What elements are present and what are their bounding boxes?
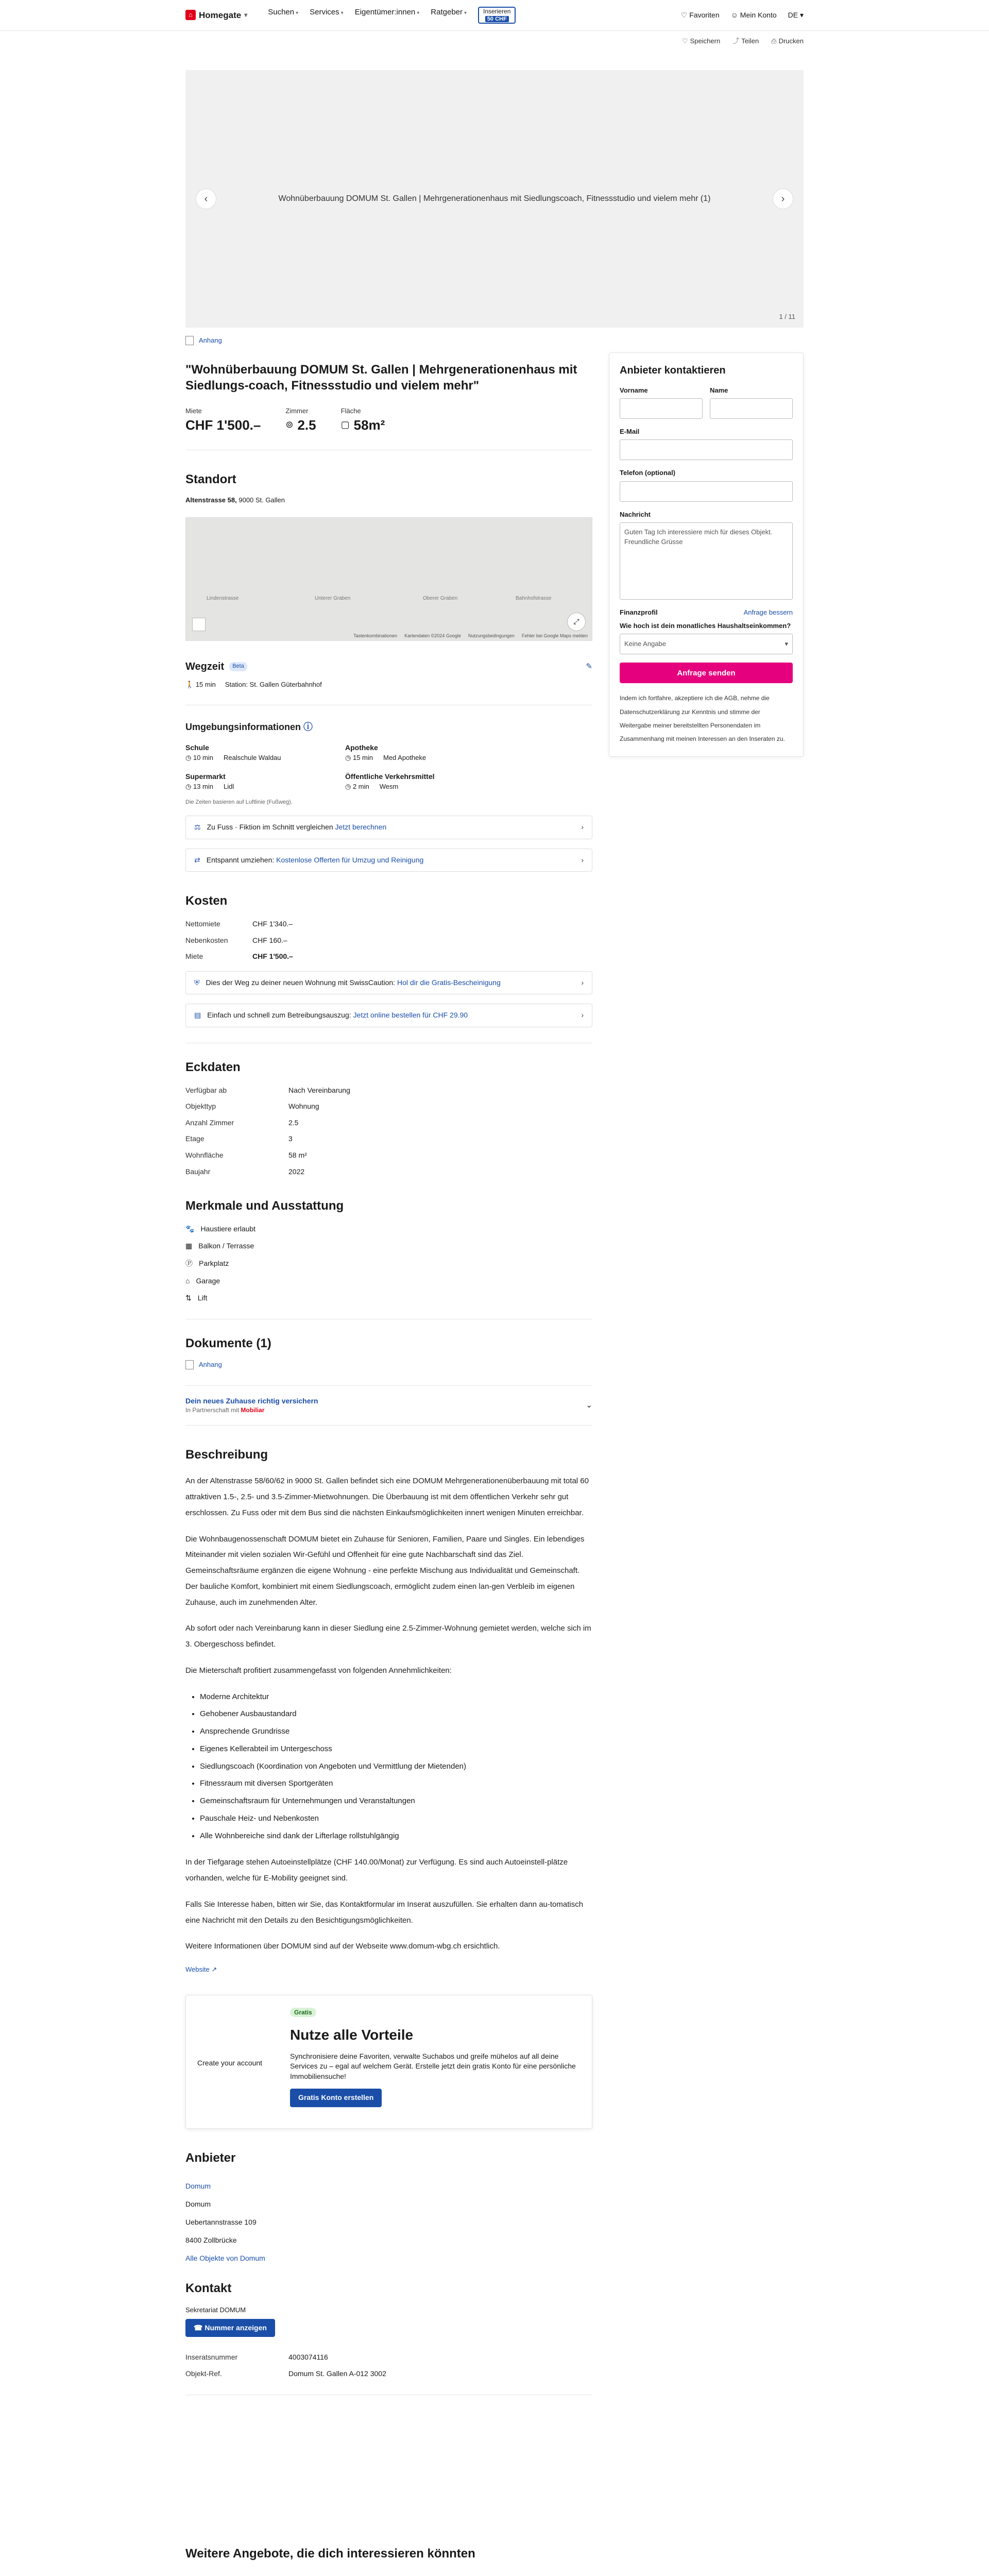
- external-link-icon: ↗: [211, 1965, 217, 1974]
- garage-icon: ⌂: [185, 1276, 190, 1285]
- betreibung-box[interactable]: ▤ Einfach und schnell zum Betreibungsauszug: Jetzt online bestellen für CHF 29.90 ›: [185, 1004, 592, 1027]
- wegzeit-header: Wegzeit Beta ✎: [185, 660, 592, 672]
- nav-suchen[interactable]: Suchen ▾: [268, 7, 299, 16]
- contact-form: Anbieter kontaktieren Vorname Name E-Mail Telefon (optional) Nachricht Guten Tag Ich interessiere mich für dieses Objekt. Freundliche Grüsse Finanzprofil Anfrage bessern Wie hoch ist dein monatliches Haushaltseinkommen? Keine Angabe ▾ Anfrage senden Indem ich fortfahre, akzeptiere ich die AGB, nehme die Datenschutzerklärung zur Kenntnis und stimme der Weitergabe meiner bereitstellten Personendaten im Zusammenhang mit meinen Interessen an den Inseraten zu.: [609, 352, 804, 757]
- feature-item: 🐾 Haustiere erlaubt: [185, 1224, 592, 1234]
- features-list: [185, 1224, 592, 1303]
- chevron-right-icon: ›: [581, 978, 584, 987]
- logo-icon: ⌂: [185, 10, 196, 20]
- phone-icon: ☎: [194, 2323, 203, 2332]
- env-item: Apotheke ◷ 15 min Med Apotheke: [345, 743, 427, 761]
- env-item: Schule ◷ 10 min Realschule Waldau: [185, 743, 281, 761]
- fact-rooms: Zimmer ⊚ 2.5: [285, 406, 316, 433]
- chevron-right-icon: ›: [581, 823, 584, 832]
- rooms-icon: ⊚: [285, 419, 294, 430]
- favorites-link[interactable]: ♡ Favoriten: [680, 10, 720, 19]
- lift-icon: ⇅: [185, 1294, 192, 1302]
- map-footer: Tastenkombinationen Kartendaten ©2024 Google Nutzungsbedingungen Fehler bei Google Maps melden: [353, 633, 588, 639]
- chevron-right-icon: ›: [581, 855, 584, 864]
- chevron-down-icon: ▾: [785, 640, 788, 648]
- key-facts: [185, 406, 592, 435]
- fact-rent: Miete CHF 1'500.–: [185, 406, 261, 433]
- env-heading: Umgebungsinformationen ⓘ: [185, 722, 313, 733]
- document-icon: [185, 336, 194, 345]
- provider-heading: Anbieter: [185, 2151, 236, 2165]
- logo[interactable]: ⌂ Homegate ▾: [185, 9, 247, 22]
- chevron-right-icon: ›: [581, 1011, 584, 1020]
- promo-text: Synchronisiere deine Favoriten, verwalte Suchabos und greife mühelos auf all deine Services zu – egal auf welchem Gerät. Erstelle jetzt dein gratis Konto für eine persönliche Immobiliensuche!: [290, 2052, 576, 2080]
- costs-heading: Kosten: [185, 894, 228, 908]
- promo-title: Nutze alle Vorteile: [290, 2027, 414, 2043]
- feature-item: ⇅ Lift: [185, 1293, 592, 1303]
- lastname-input[interactable]: [710, 398, 793, 419]
- features-heading: Merkmale und Ausstattung: [185, 1199, 344, 1213]
- costs-table: Nettomiete CHF 1'340.– Nebenkosten CHF 160.– Miete CHF 1'500.–: [185, 920, 293, 961]
- inserieren-button[interactable]: Inserieren 50 CHF: [478, 7, 516, 24]
- feature-item: ▦ Balkon / Terrasse: [185, 1241, 592, 1251]
- document-icon: [185, 1360, 194, 1369]
- create-account-button[interactable]: Gratis Konto erstellen: [290, 2089, 382, 2107]
- moving-icon: ⇄: [194, 855, 200, 864]
- promo-left: Create your account: [197, 2059, 263, 2067]
- swisscaution-box[interactable]: ⛨ Dies der Weg zu deiner neuen Wohnung mit SwissCaution: Hol dir die Gratis-Bescheinigung ›: [185, 971, 592, 995]
- map[interactable]: Lindenstrasse Unterer Graben Oberer Graben Bahnhofstrasse ⤢ Tastenkombinationen Kartendaten ©2024 Google Nutzungsbedingungen Fehler bei Google Maps melden: [185, 517, 592, 641]
- site-header: [0, 0, 989, 31]
- contact-heading: Kontakt: [185, 2281, 232, 2296]
- description: An der Altenstrasse 58/60/62 in 9000 St. Gallen befindet sich eine DOMUM Mehrgenerationenüberbauung mit total 60 attraktiven 1.5-, 2.5- und 3.5-Zimmer-Mietwohnungen. Die Überbauung ist mit dem öffentlichen Verkehr sehr gut erschlossen. Zu Fuss oder mit dem Bus sind die nächsten Einkaufsmöglichkeiten innert wenigen Minuten erreichbar. Die Wohnbaugenossenschaft DOMUM bietet ein Zuhause für Senioren, Familien, Paare und Singles. Ein lebendiges Miteinander mit vielen sozialen Wir-Gefühl und Offenheit für eine gute Nachbarschaft sind das Ziel. Gemeinschaftsräume ergänzen die eigene Wohnung - eine perfekte Mischung aus Individualität und Gemeinschaft. Der bauliche Komfort, kombiniert mit einem Siedlungscoach, ermöglicht zudem einen lan-gen Verbleib im eigenen Zuhause, auch im zunehmenden Alter. Ab sofort oder nach Vereinbarung kann in dieser Siedlung eine 2.5-Zimmer-Wohnung gemietet werden, welche sich im 3. Obergeschoss befindet. Die Mieterschaft profitiert zusammengefasst von folgenden Annehmlichkeiten: • Moderne Architektur • Gehobener Ausbaustandard • Ansprechende Grundrisse • Eigenes Kellerabteil im Untergeschoss • Siedlungscoach (Koordination von Angeboten und Vermittlung der Mietenden) • Fitnessraum mit diversen Sportgeräten • Gemeinschaftsraum für Unternehmungen und Veranstaltungen • Pauschale Heiz- und Nebenkosten • Alle Wohnbereiche sind dank der Lifterlage rollstuhlgängig In der Tiefgarage stehen Autoeinstellplätze (CHF 140.00/Monat) zur Verfügung. Es sind auch Autoeinstell-plätze vorhanden, welche für E-Mobility geeignet sind. Falls Sie Interesse haben, bitten wir Sie, das Kontaktformular im Inserat auszufüllen. Sie erhalten dann au-tomatisch eine Nachricht mit den Details zu den Besichtigungsmöglichkeiten. Weitere Informationen über DOMUM sind auf der Webseite www.domum-wbg.ch ersichtlich.: [185, 1473, 592, 1955]
- show-number-button[interactable]: ☎ Nummer anzeigen: [185, 2319, 275, 2337]
- price-badge: 50 CHF: [485, 16, 509, 22]
- shield-icon: ⛨: [194, 978, 200, 987]
- heart-icon: ♡: [681, 37, 688, 45]
- gratis-badge: Gratis: [290, 2008, 316, 2017]
- pet-icon: 🐾: [185, 1224, 195, 1233]
- details-heading: Eckdaten: [185, 1060, 241, 1074]
- fact-area: Fläche ▢ 58m²: [340, 406, 385, 433]
- phone-input[interactable]: [620, 481, 793, 502]
- listing-title: "Wohnüberbauung DOMUM St. Gallen | Mehrgenerationenhaus mit Siedlungs-coach, Fitnessstudio und vielem mehr": [185, 363, 577, 393]
- info-icon: ⓘ: [303, 722, 313, 733]
- compare-icon: ⚖: [194, 823, 201, 832]
- save-button[interactable]: ♡ Speichern: [681, 37, 721, 45]
- gallery-next-button[interactable]: ›: [773, 189, 793, 209]
- offers-section: [185, 2545, 804, 2576]
- walk-icon: 🚶: [185, 680, 194, 688]
- feature-item: Ⓟ Parkplatz: [185, 1259, 592, 1269]
- main-column: Anhang "Wohnüberbauung DOMUM St. Gallen | Mehrgenerationenhaus mit Siedlungs-coach, Fitnessstudio und vielem mehr" Miete CHF 1'500.– Zimmer ⊚ 2.5 Fläche ▢ 58m² Standort Altenstrasse 58, 9000 St. Gallen Lindenstrasse Unterer Graben Oberer Graben Bahnhofstrasse ⤢ Tastenkombinationen Kartendaten ©2024 Google Nutzungsbedingungen Fehler bei Google Maps melden Wegzeit Beta ✎ 🚶 15 min Station: St. Gallen Güterbahnhof Umgebungsinformationen ⓘ Schule ◷ 10 min Realschule Waldau Apotheke ◷ 15 min Med Apotheke Supermarkt ◷ 13 min Lidl Öffentliche Verkehrsmittel ◷ 2 min Wesm Die Zeiten basieren auf Luftlinie (Fußweg). ⚖ Zu Fuss · Fiktion im Schnitt vergleichen Jetzt berechnen › ⇄ Entspannt umziehen: Kostenlose Offerten für Umzug und Reinigung › Kosten Nettomiete CHF 1'340.– Nebenkosten CHF 160.– Miete CHF 1'500.– ⛨ Dies der Weg zu deiner neuen Wohnung mit SwissCaution: Hol dir die Gratis-Bescheinigung › ▤ Einfach und schnell zum Betreibungsauszug: Jetzt online bestellen für CHF 29.90 › Eckdaten Verfügbar ab Nach Vereinbarung Objekttyp Wohnung Anzahl Zimmer 2.5 Etage 3 Wohnfläche 58 m² Baujahr 2022 Merkmale und Ausstattung 🐾 Haustiere erlaubt ▦ Balkon / Terrasse Ⓟ Parkplatz ⌂ Garage ⇅ Lift Dokumente (1) Anhang Dein neues Zuhause richtig versichern In Partnerschaft mit Mobiliar ⌄ Beschreibung An der Altenstrasse 58/60/62 in 9000 St. Gallen befindet sich eine DOMUM Mehrgenerationenüberbauung mit total 60 attraktiven 1.5-, 2.5- und 3.5-Zimmer-Mietwohnungen. Die Überbauung ist mit dem öffentlichen Verkehr sehr gut erschlossen. Zu Fuss oder mit dem Bus sind die nächsten Einkaufsmöglichkeiten innert wenigen Minuten erreichbar. Die Wohnbaugenossenschaft DOMUM bietet ein Zuhause für Senioren, Familien, Paare und Singles. Ein lebendiges Miteinander mit vielen sozialen Wir-Gefühl und Offenheit für eine gute Nachbarschaft sind das Ziel. Gemeinschaftsräume ergänzen die eigene Wohnung - eine perfekte Mischung aus Individualität und Gemeinschaft. Der bauliche Komfort, kombiniert mit einem Siedlungscoach, ermöglicht zudem einen lan-gen Verbleib im eigenen Zuhause, auch im zunehmenden Alter. Ab sofort oder nach Vereinbarung kann in dieser Siedlung eine 2.5-Zimmer-Wohnung gemietet werden, welche sich im 3. Obergeschoss befindet. Die Mieterschaft profitiert zusammengefasst von folgenden Annehmlichkeiten: • Moderne Architektur • Gehobener Ausbaustandard • Ansprechende Grundrisse • Eigenes Kellerabteil im Untergeschoss • Siedlungscoach (Koordination von Angeboten und Vermittlung der Mietenden) • Fitnessraum mit diversen Sportgeräten • Gemeinschaftsraum für Unternehmungen und Veranstaltungen • Pauschale Heiz- und Nebenkosten • Alle Wohnbereiche sind dank der Lifterlage rollstuhlgängig In der Tiefgarage stehen Autoeinstellplätze (CHF 140.00/Monat) zur Verfügung. Es sind auch Autoeinstell-plätze vorhanden, welche für E-Mobility geeignet sind. Falls Sie Interesse haben, bitten wir Sie, das Kontaktformular im Inserat auszufüllen. Sie erhalten dann au-tomatisch eine Nachricht mit den Details zu den Besichtigungsmöglichkeiten. Weitere Informationen über DOMUM sind auf der Webseite www.domum-wbg.ch ersichtlich. Website ↗ Create your account Gratis Nutze alle Vorteile Synchronisiere deine Favoriten, verwalte Suchabos und greife mühelos auf all deine Services zu – egal auf welchem Gerät. Erstelle jetzt dein gratis Konto für eine persönliche Immobiliensuche! Gratis Konto erstellen Anbieter Domum Domum Uebertannstrasse 109 8400 Zollbrücke Alle Objekte von Domum Kontakt Sekretariat DOMUM ☎ Nummer anzeigen Inseratsnummer 4003074116 Objekt-Ref. Domum St. Gallen A-012 3002: [185, 336, 592, 2395]
- map-zoom-button[interactable]: [192, 618, 206, 631]
- print-icon: ⎙: [771, 37, 777, 45]
- contact-form-title: Anbieter kontaktieren: [620, 365, 726, 376]
- mobiliar-logo: Mobiliar: [241, 1406, 265, 1414]
- documents-heading: Dokumente (1): [185, 1336, 271, 1350]
- finance-profile: Finanzprofil Anfrage bessern: [620, 608, 793, 617]
- print-button[interactable]: ⎙ Drucken: [771, 37, 804, 45]
- user-icon: ☺: [730, 10, 738, 19]
- listing-refs: Inseratsnummer 4003074116 Objekt-Ref. Domum St. Gallen A-012 3002: [185, 2353, 386, 2378]
- share-icon: ⤴: [732, 37, 740, 45]
- description-heading: Beschreibung: [185, 1447, 268, 1462]
- offers-heading: Weitere Angebote, die dich interessieren könnten: [185, 2547, 475, 2561]
- amenities-list: • Moderne Architektur • Gehobener Ausbaustandard • Ansprechende Grundrisse • Eigenes Kellerabteil im Untergeschoss • Siedlungscoach (Koordination von Angeboten und Vermittlung der Mietenden) • Fitnessraum mit diversen Sportgeräten • Gemeinschaftsraum für Unternehmungen und Veranstaltungen • Pauschale Heiz- und Nebenkosten • Alle Wohnbereiche sind dank der Lifterlage rollstuhlgängig: [200, 1688, 592, 1845]
- gallery-prev-button[interactable]: ‹: [196, 189, 216, 209]
- header-right: [681, 10, 804, 21]
- chevron-down-icon: ▾: [244, 11, 248, 19]
- sidebar: [609, 336, 804, 757]
- env-grid: [185, 743, 474, 791]
- nav-services[interactable]: Services ▾: [310, 7, 344, 16]
- image-gallery[interactable]: [185, 70, 804, 328]
- send-request-button[interactable]: Anfrage senden: [620, 663, 793, 683]
- feature-item: ⌂ Garage: [185, 1276, 592, 1286]
- fullscreen-icon[interactable]: ⤢: [567, 613, 586, 631]
- nav-eigentuemer[interactable]: Eigentümer:innen ▾: [354, 7, 420, 16]
- listing-actions: [0, 31, 989, 52]
- address: Altenstrasse 58, 9000 St. Gallen: [185, 496, 285, 504]
- env-item: Öffentliche Verkehrsmittel ◷ 2 min Wesm: [345, 772, 435, 790]
- account-promo: [185, 1995, 592, 2129]
- wegzeit-row: 🚶 15 min Station: St. Gallen Güterbahnhof: [185, 680, 322, 688]
- language-select[interactable]: DE ▾: [788, 10, 804, 19]
- parking-icon: Ⓟ: [185, 1259, 193, 1267]
- area-icon: ▢: [340, 419, 350, 430]
- document-link[interactable]: Anhang: [185, 1360, 592, 1369]
- env-note: Die Zeiten basieren auf Luftlinie (Fußweg).: [185, 799, 293, 805]
- account-link[interactable]: ☺ Mein Konto: [730, 10, 777, 19]
- share-button[interactable]: ⤴ Teilen: [732, 37, 759, 45]
- gallery-counter: 1 / 11: [779, 312, 795, 320]
- email-input[interactable]: [620, 439, 793, 460]
- profile-link[interactable]: Anfrage bessern: [743, 608, 793, 616]
- location-heading: Standort: [185, 472, 236, 487]
- heart-icon: ♡: [680, 10, 688, 19]
- gallery-image-alt: Wohnüberbauung DOMUM St. Gallen | Mehrgenerationenhaus mit Siedlungscoach, Fitnessstudio und vielem mehr (1): [278, 194, 711, 203]
- firstname-input[interactable]: [620, 398, 703, 419]
- message-textarea[interactable]: Guten Tag Ich interessiere mich für dieses Objekt. Freundliche Grüsse: [620, 522, 793, 600]
- moving-box[interactable]: ⇄ Entspannt umziehen: Kostenlose Offerten für Umzug und Reinigung ›: [185, 849, 592, 872]
- compare-box[interactable]: ⚖ Zu Fuss · Fiktion im Schnitt vergleichen Jetzt berechnen ›: [185, 816, 592, 839]
- edit-icon[interactable]: ✎: [586, 662, 592, 671]
- attachment-link[interactable]: Anhang: [185, 336, 592, 345]
- document-icon: ▤: [194, 1011, 201, 1020]
- income-select[interactable]: Keine Angabe ▾: [620, 634, 793, 654]
- main-nav: [268, 7, 516, 24]
- details-table: Verfügbar ab Nach Vereinbarung Objekttyp Wohnung Anzahl Zimmer 2.5 Etage 3 Wohnfläche 58 m² Baujahr 2022: [185, 1086, 350, 1176]
- nav-ratgeber[interactable]: Ratgeber ▾: [431, 7, 467, 16]
- chevron-down-icon: ⌄: [586, 1401, 592, 1410]
- provider-info: Domum Domum Uebertannstrasse 109 8400 Zollbrücke Alle Objekte von Domum: [185, 2182, 265, 2263]
- beta-badge: Beta: [229, 662, 247, 671]
- balcony-icon: ▦: [185, 1242, 193, 1250]
- insurance-box[interactable]: Dein neues Zuhause richtig versichern In Partnerschaft mit Mobiliar ⌄: [185, 1396, 592, 1414]
- content-layout: [185, 336, 804, 2395]
- disclaimer: Indem ich fortfahre, akzeptiere ich die AGB, nehme die Datenschutzerklärung zur Kenntnis und stimme der Weitergabe meiner bereitstellten Personendaten im Zusammenhang mit meinen Interessen an den Inseraten zu.: [620, 694, 785, 743]
- website-link[interactable]: Website: [185, 1965, 210, 1974]
- all-objects-link[interactable]: Alle Objekte von Domum: [185, 2254, 265, 2263]
- provider-link[interactable]: Domum: [185, 2182, 211, 2191]
- env-item: Supermarkt ◷ 13 min Lidl: [185, 772, 234, 790]
